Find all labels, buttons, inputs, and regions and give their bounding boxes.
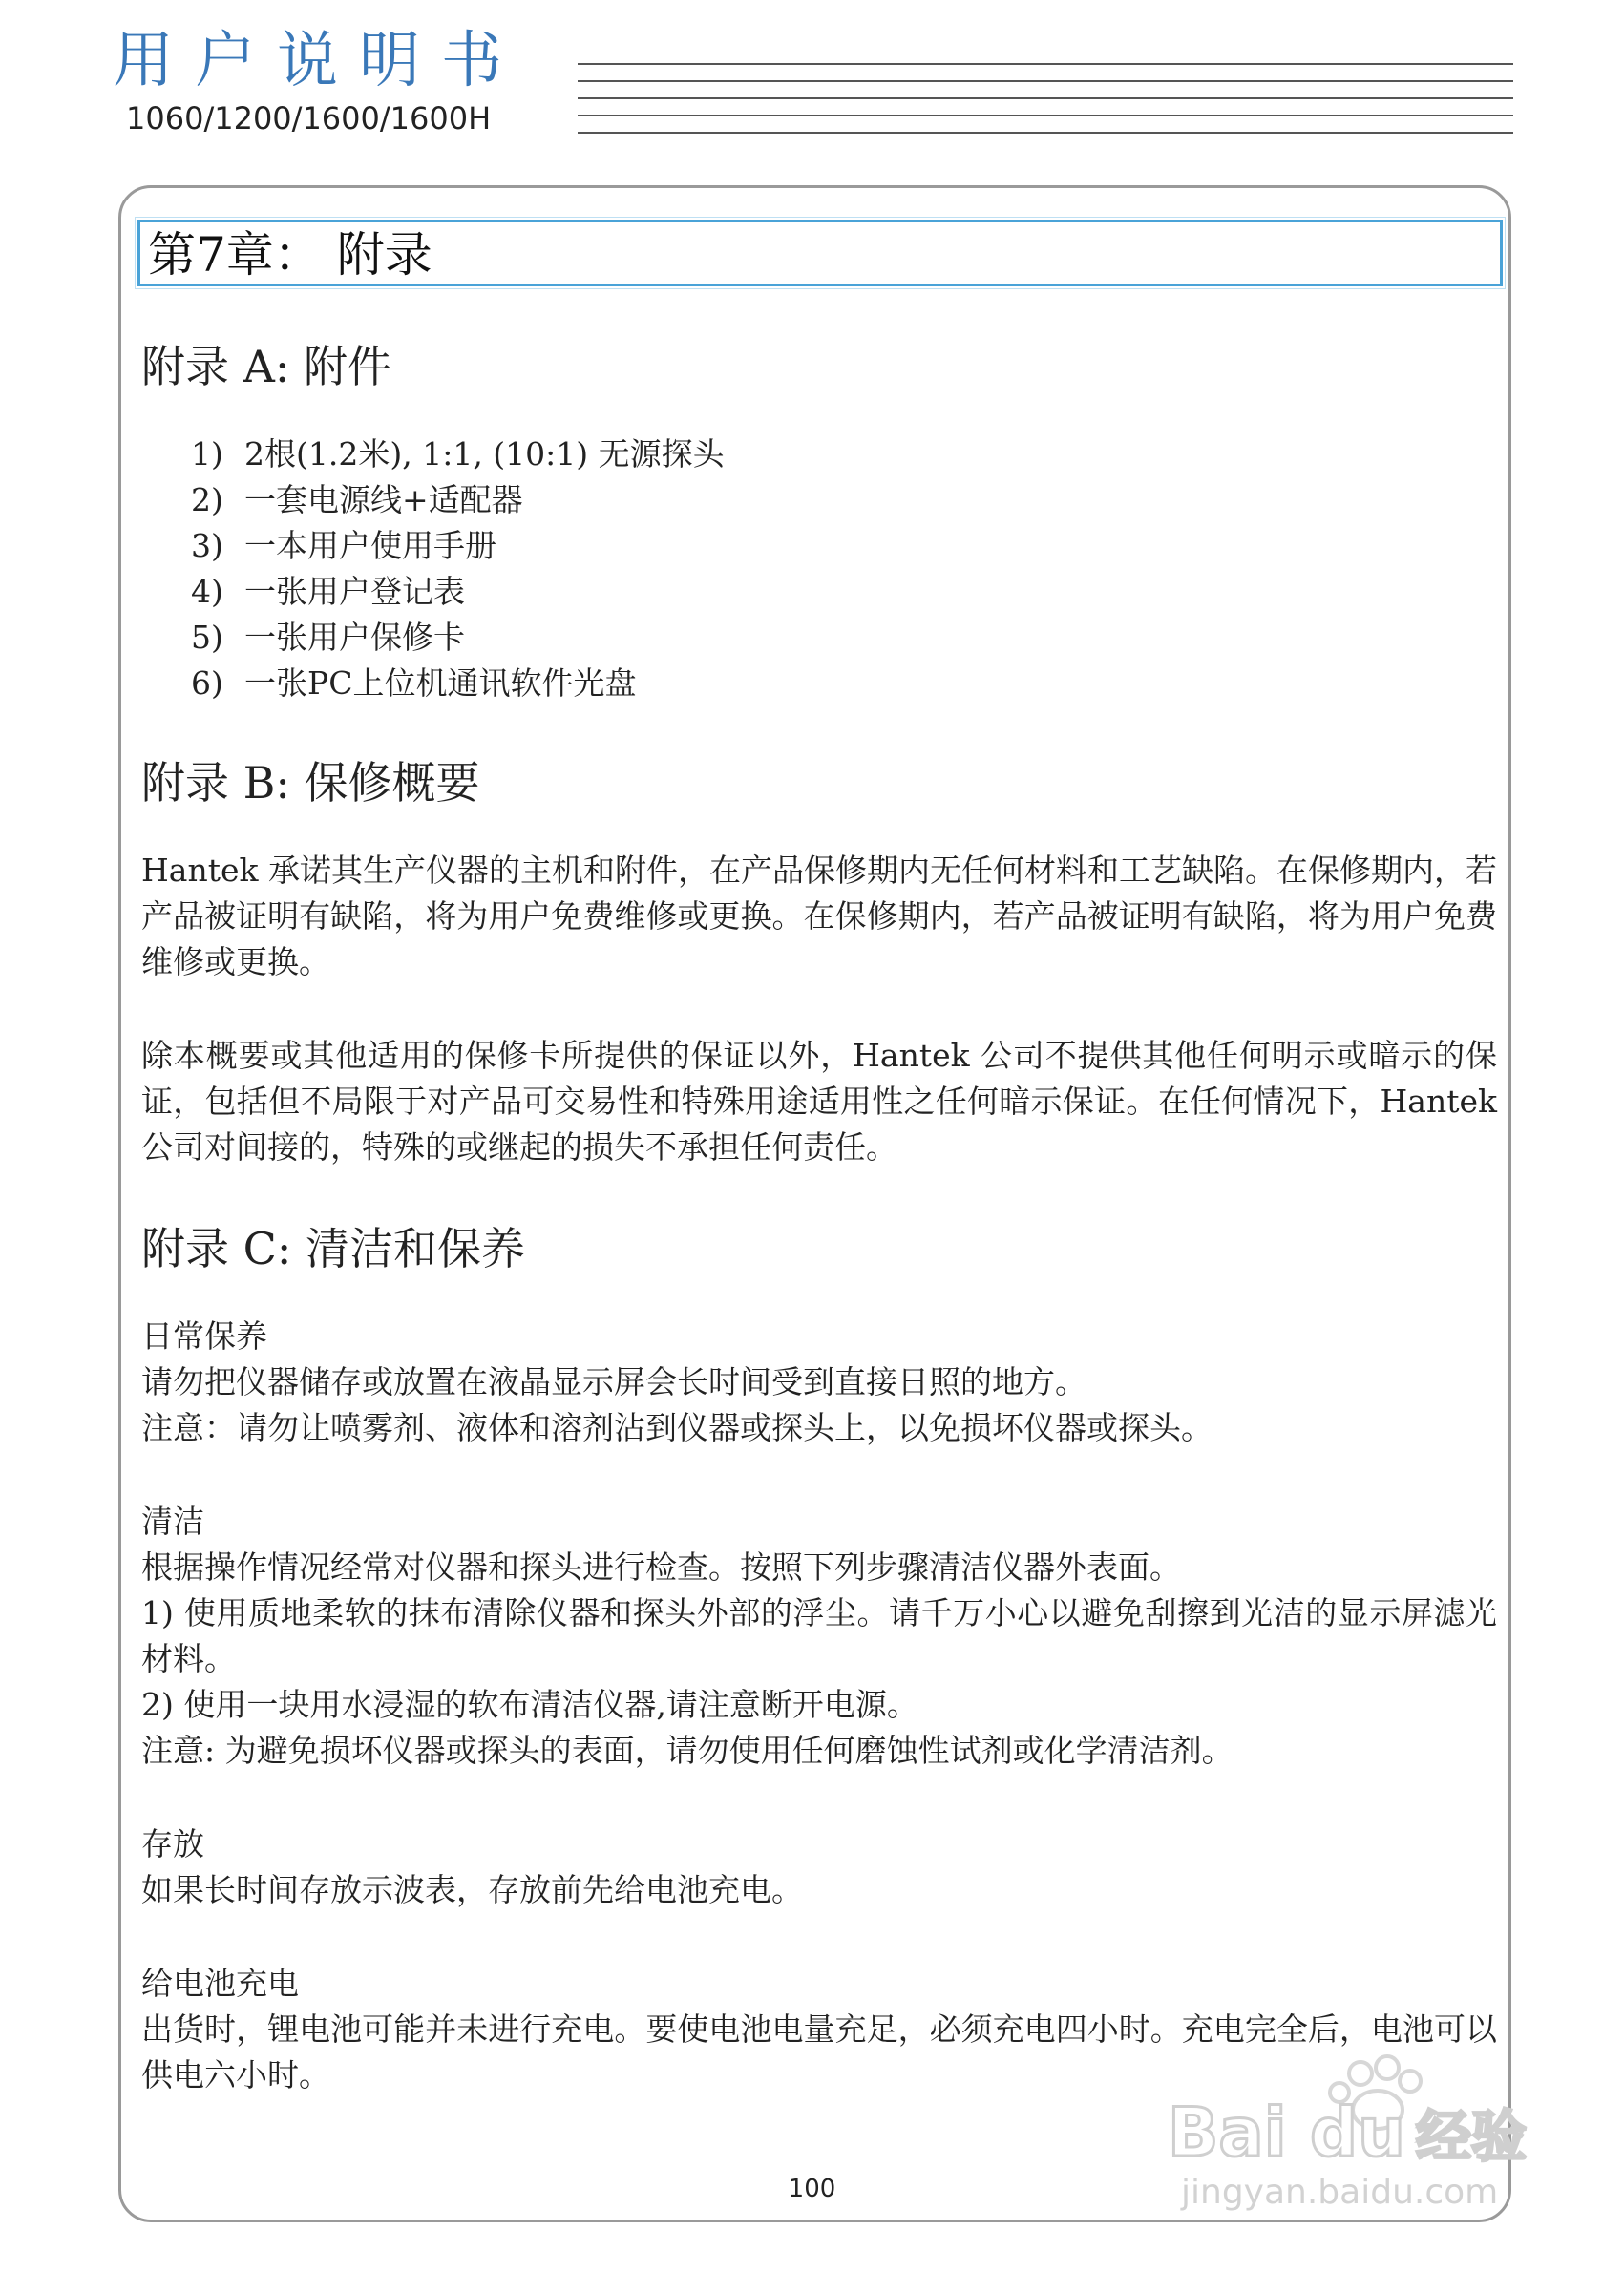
header-rule <box>578 80 1513 82</box>
cleaning-intro: 根据操作情况经常对仪器和探头进行检查。按照下列步骤清洁仪器外表面。 <box>141 1548 1181 1586</box>
appendix-a-heading: 附录 A: 附件 <box>141 341 391 392</box>
warranty-paragraph-2: 除本概要或其他适用的保修卡所提供的保证以外，Hantek 公司不提供其他任何明示或暗示的保证，包括但不局限于对产品可交易性和特殊用途适用性之任何暗示保证。在任何情况下，Hantek公司对间接的，特殊的或继起的损失不承担任何责任。 <box>141 1037 1497 1166</box>
storage-title: 存放 <box>141 1825 204 1863</box>
cleaning-title: 清洁 <box>141 1503 204 1540</box>
list-item-number: 1) <box>191 435 223 473</box>
svg-text:Bai du: Bai du <box>1168 2094 1405 2172</box>
list-item-text: 一张PC上位机通讯软件光盘 <box>244 664 637 702</box>
header-rule <box>578 132 1513 134</box>
list-item-text: 一套电源线+适配器 <box>244 481 523 518</box>
header-rule <box>578 97 1513 99</box>
accessory-list <box>191 431 725 706</box>
warranty-paragraph-1: Hantek 承诺其生产仪器的主机和附件，在产品保修期内无任何材料和工艺缺陷。在保修期内，若产品被证明有缺陷，将为用户免费维修或更换。在保修期内，若产品被证明有缺陷，将为用户免费维修或更换。 <box>141 852 1497 980</box>
list-item <box>191 615 725 661</box>
storage-text: 如果长时间存放示波表，存放前先给电池充电。 <box>141 1871 803 1908</box>
svg-text:经验: 经验 <box>1416 2104 1528 2169</box>
list-item-text: 2根(1.2米), 1:1, (10:1) 无源探头 <box>244 435 725 473</box>
daily-care-title: 日常保养 <box>141 1317 267 1355</box>
appendix-b-heading: 附录 B: 保修概要 <box>141 757 480 809</box>
list-item-number: 2) <box>191 481 223 518</box>
charging-text: 出货时，锂电池可能并未进行充电。要使电池电量充足，必须充电四小时。充电完全后，电池可以供电六小时。 <box>141 2010 1497 2094</box>
list-item-number: 5) <box>191 619 223 656</box>
chapter-title: 第7章： 附录 <box>148 227 432 283</box>
list-item-text: 一本用户使用手册 <box>244 527 496 564</box>
list-item <box>191 431 725 477</box>
baidu-jingyan-watermark <box>1160 2043 1561 2215</box>
header-rule <box>578 115 1513 116</box>
list-item <box>191 661 725 706</box>
cleaning-note: 注意: 为避免损坏仪器或探头的表面，请勿使用任何磨蚀性试剂或化学清洁剂。 <box>141 1732 1234 1769</box>
daily-care-text: 请勿把仪器储存或放置在液晶显示屏会长时间受到直接日照的地方。 <box>141 1363 1086 1400</box>
header-rule <box>578 63 1513 65</box>
chapter-title-box <box>137 220 1503 286</box>
page-number: 100 <box>788 2175 836 2203</box>
list-item <box>191 477 725 523</box>
list-item-number: 6) <box>191 664 223 702</box>
model-numbers: 1060/1200/1600/1600H <box>126 100 492 137</box>
charging-title: 给电池充电 <box>141 1965 299 2002</box>
list-item <box>191 569 725 615</box>
manual-title: 用户说明书 <box>113 26 523 96</box>
appendix-c-heading: 附录 C: 清洁和保养 <box>141 1223 525 1274</box>
cleaning-step-2: 2) 使用一块用水浸湿的软布清洁仪器,请注意断开电源。 <box>141 1686 918 1723</box>
list-item <box>191 523 725 569</box>
list-item-number: 3) <box>191 527 223 564</box>
list-item-number: 4) <box>191 573 223 610</box>
svg-text:jingyan.baidu.com: jingyan.baidu.com <box>1181 2173 1499 2212</box>
list-item-text: 一张用户保修卡 <box>244 619 465 656</box>
daily-care-note: 注意：请勿让喷雾剂、液体和溶剂沾到仪器或探头上，以免损坏仪器或探头。 <box>141 1409 1213 1446</box>
cleaning-step-1: 1) 使用质地柔软的抹布清除仪器和探头外部的浮尘。请千万小心以避免刮擦到光洁的显示屏滤光材料。 <box>141 1594 1497 1677</box>
list-item-text: 一张用户登记表 <box>244 573 465 610</box>
